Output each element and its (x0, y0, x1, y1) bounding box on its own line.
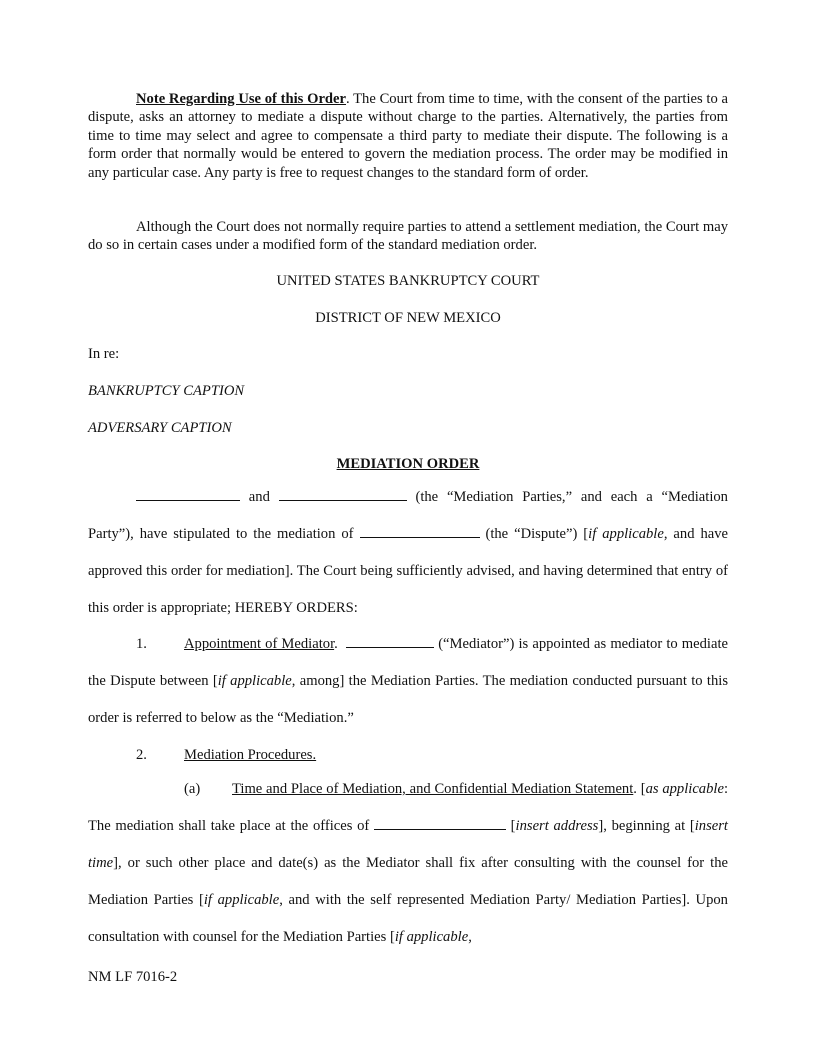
section-2a-text-3: ], or such other place and date(s) as the Mediator shall fix after consulting with the counsel for the Mediation Parties [ (88, 855, 728, 908)
section-2a-text-4: , and with the self represented Mediation Party/ Mediation Parties]. Upon consultation with counsel for the Mediation Parties [ (88, 892, 728, 945)
section-1-text-2: , among] the Mediation Parties. The mediation conducted pursuant to this order is referred to below as the “Mediation.” (88, 673, 728, 726)
intro-text-2: (the “Dispute”) [ (485, 526, 589, 542)
intro-if-applicable: if applicable (588, 526, 664, 542)
address-blank (374, 817, 506, 830)
section-2a-heading: Time and Place of Mediation, and Confidential Mediation Statement (232, 781, 634, 797)
intro-text-1: (the “Mediation Parties,” and each a “Mediation Party”), have stipulated to the mediation of (88, 489, 728, 542)
form-number-footer: NM LF 7016-2 (88, 969, 178, 985)
section-2a-insert-address: insert address (515, 818, 599, 834)
note-text: . The Court from time to time, with the consent of the parties to a dispute, asks an attorney to mediate a dispute without charge to the parties. Alternatively, the parties from time to time may select and agree to compensate a third party to mediate their dispute. The following is a form order that normally would be entered to govern the mediation process. The order may be modified in any particular case. Any party is free to request changes to the standard form of order. (88, 91, 728, 181)
dispute-blank (360, 525, 480, 538)
section-2a-text-2: ], beginning at [ (598, 818, 695, 834)
section-2a-as-applicable: as applicable (645, 781, 724, 797)
party-blank-1 (136, 488, 240, 501)
section-2-heading-line (88, 737, 728, 774)
section-1-number: 1. (136, 636, 147, 652)
court-name: UNITED STATES BANKRUPTCY COURT (276, 273, 540, 289)
section-2a-text-0: . [ (633, 781, 646, 797)
note-title: Note Regarding Use of this Order (136, 91, 347, 107)
section-2a-text-5: , (468, 929, 472, 945)
mediator-blank (346, 635, 434, 648)
intro-text-3: , and have approved this order for mediation]. The Court being sufficiently advised, and having determined that entry of this order is appropriate; HEREBY ORDERS: (88, 526, 729, 616)
district-name: DISTRICT OF NEW MEXICO (315, 310, 501, 326)
party-blank-2 (279, 488, 407, 501)
section-2-number: 2. (136, 747, 147, 763)
note2-paragraph: Although the Court does not normally require parties to attend a settlement mediation, the Court may do so in certain cases under a modified form of the standard mediation order. (88, 219, 728, 254)
section-2a-paragraph: (a) Time and Place of Mediation, and Confidential Mediation Statement. [as applicable: The mediation shall take place at the offices of [insert address], beginning at [insert time], or such other place and date(s) as the Mediator shall fix after consulting with the counsel for the Mediation Parties [if applicable, and with the self represented Mediation Party/ Mediation Parties]. Upon consultation with counsel for the Mediation Parties [if applicable, (88, 771, 728, 956)
order-title: MEDIATION ORDER (336, 456, 480, 472)
section-1-paragraph: 1. Appointment of Mediator. (“Mediator”) is appointed as mediator to mediate the Dispute between [if applicable, among] the Mediation Parties. The mediation conducted pursuant to this order is referred to below as the “Mediation.” (88, 626, 728, 737)
section-2a-number: (a) (184, 781, 201, 797)
intro-paragraph (88, 479, 728, 627)
section-2-heading: Mediation Procedures. (184, 747, 317, 763)
section-1-if-applicable: if applicable (217, 673, 292, 689)
adversary-caption: ADVERSARY CAPTION (88, 420, 232, 436)
section-2a-insert-time: insert time (88, 818, 728, 871)
section-1-heading: Appointment of Mediator (184, 636, 335, 652)
section-1-text-1: (“Mediator”) is appointed as mediator to mediate the Dispute between [ (88, 636, 728, 689)
section-2a-text-1: : The mediation shall take place at the offices of (88, 781, 728, 834)
in-re-label: In re: (88, 346, 120, 362)
bankruptcy-caption: BANKRUPTCY CAPTION (88, 383, 245, 399)
intro-and: and (248, 489, 270, 505)
note-paragraph (88, 90, 728, 182)
section-2a-if-applicable: if applicable (203, 892, 280, 908)
section-2a-if-applicable-2: if applicable (394, 929, 469, 945)
